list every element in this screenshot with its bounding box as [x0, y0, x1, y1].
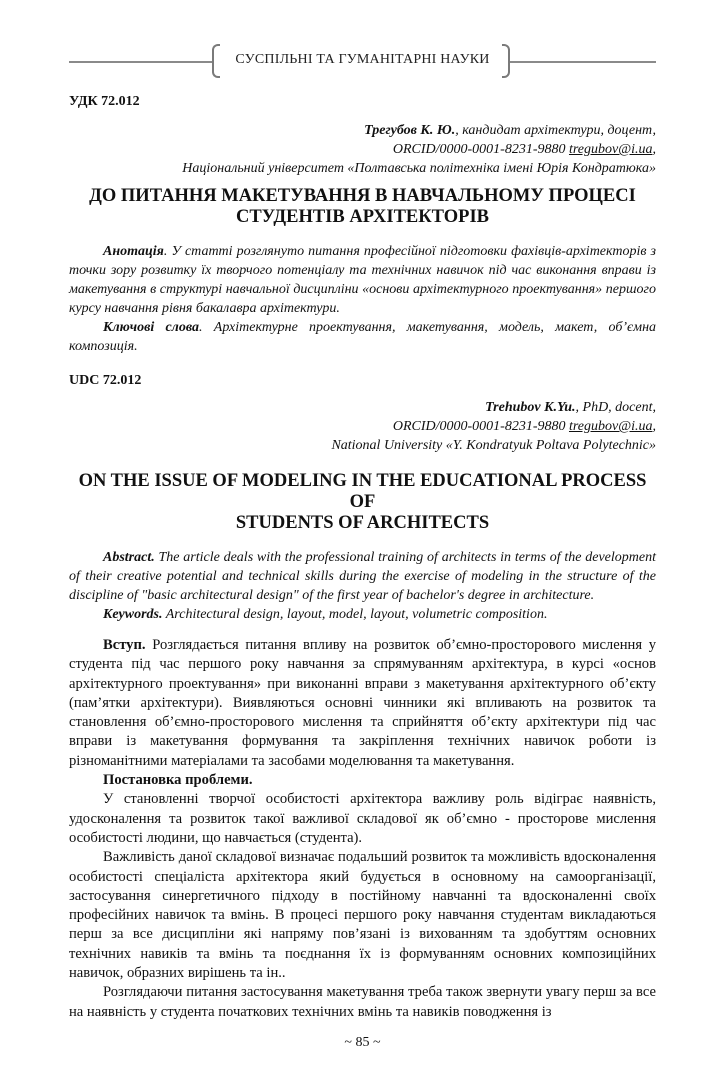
intro-label: Вступ.: [103, 637, 146, 653]
author-name-ua: Трегубов К. Ю.: [364, 123, 456, 138]
section-title: СУСПІЛЬНІ ТА ГУМАНІТАРНІ НАУКИ: [235, 52, 490, 67]
title-en-line1: ON THE ISSUE OF MODELING IN THE EDUCATIONAL PROCESS OF: [78, 471, 647, 512]
keywords-label-ua: Ключові слова: [103, 320, 200, 335]
abstract-text-en: The article deals with the professional training of architects in terms of the development of their creative potential and technical skills during the exercise of modeling in the structure of the discipline of "basic architectural design" of the first year of bachelor's degree in architecture.: [69, 550, 656, 603]
abstract-en: [69, 548, 656, 624]
author-block-en: [69, 398, 656, 455]
keywords-paragraph-ua: [69, 318, 656, 356]
article-title-ua: [69, 186, 656, 228]
author-credentials-en: , PhD, docent,: [575, 400, 656, 415]
running-header: [69, 44, 656, 82]
header-rule-right: [510, 61, 656, 63]
left-brace-icon: [212, 44, 220, 78]
keywords-text-ua: . Архітектурне проектування, макетування, модель, макет, об’ємна композиція.: [69, 320, 657, 354]
author-line-ua: [69, 121, 656, 140]
header-rule-left: [69, 61, 212, 63]
affiliation-en: National University «Y. Kondratyuk Poltava Polytechnic»: [331, 438, 656, 453]
intro-text: Розглядається питання впливу на розвиток об’ємно-просторового мислення у студента під час першого року навчання за спрямуванням архітектура, в курсі «основ архітектурного проектування» при виконанні вправи з макетування архітектурного об’єкту (пам’ятки архітектури). Виявляються основні чинники які впливають на розвиток та становлення об’ємно-просторового мислення та сприйняття об’єкту архітектури під час вправи із макетування формування та закріплення технічних навичок роботи із різноманітними матеріалами та засобами моделювання та макетування.: [69, 637, 656, 769]
author-line-en: [69, 398, 656, 417]
article-title-en: [69, 471, 656, 534]
intro-paragraph: [69, 636, 656, 771]
email-link-en[interactable]: tregubov@i.ua: [568, 419, 653, 434]
orcid-en: ORCID/0000-0001-8231-9880: [392, 419, 566, 434]
keywords-paragraph-en: [69, 605, 656, 624]
abstract-text-ua: . У статті розглянуто питання професійної підготовки фахівців-архітекторів з точки зору розвитку їх творчого потенціалу та технічних навичок під час виконання вправи із макетування в структурі навчальної дисципліни «основи архітектурного проектування» першого курсу навчання рівня бакалавра архітектури.: [69, 244, 656, 316]
keywords-label-en: Keywords.: [103, 607, 163, 622]
body-paragraph-2: Важливість даної складової визначає подальший розвиток та можливість вдосконалення особистості спеціаліста архітектора який будується в основному на самоорганізації, застосування синергетичного підходу в постійному навчанні та вдосконаленні своїх професійних навичок та вмінь. В процесі першого року навчання студентам викладаються перш за все дисципліни які напряму пов’язані із вихованням та здобуттям основних технічних навиків та вмінь та поєднання їх із формуванням основних композиційних навичок, образних вирішень та ін..: [69, 849, 656, 982]
udk-code: УДК 72.012: [69, 94, 140, 109]
body-paragraph-3: Розглядаючи питання застосування макетування треба також звернути увагу перш за все на наявність у студента початкових технічних вмінь та навиків поводження із: [69, 984, 656, 1020]
abstract-paragraph-en: [69, 548, 656, 605]
author-block-ua: [69, 121, 656, 178]
title-ua-line2: СТУДЕНТІВ АРХІТЕКТОРІВ: [235, 207, 490, 227]
orcid-line-en: [69, 417, 656, 436]
page-number: ~ 85 ~: [344, 1034, 381, 1050]
email-link-ua[interactable]: tregubov@i.ua: [568, 142, 653, 157]
email-suffix-ua: ,: [652, 142, 656, 157]
right-brace-icon: [502, 44, 510, 78]
author-credentials-ua: , кандидат архітектури, доцент,: [455, 123, 656, 138]
author-name-en: Trehubov K.Yu.: [485, 400, 576, 415]
abstract-label-en: Abstract.: [103, 550, 155, 565]
email-suffix-en: ,: [652, 419, 656, 434]
orcid-ua: ORCID/0000-0001-8231-9880: [392, 142, 566, 157]
article-body: [69, 636, 656, 1022]
orcid-line-ua: [69, 140, 656, 159]
title-ua-line1: ДО ПИТАННЯ МАКЕТУВАННЯ В НАВЧАЛЬНОМУ ПРОЦЕСІ: [89, 186, 636, 206]
abstract-paragraph-ua: [69, 242, 656, 318]
problem-heading: [69, 771, 656, 790]
affiliation-ua: Національний університет «Полтавська політехніка імені Юрія Кондратюка»: [182, 161, 656, 176]
body-paragraph-1: У становленні творчої особистості архітектора важливу роль відіграє наявність, удосконалення та розвиток такої важливої складової як об’ємно - просторове мислення особистості людини, що навчається (студента).: [69, 791, 656, 846]
abstract-label-ua: Анотація: [103, 244, 164, 259]
title-en-line2: STUDENTS OF ARCHITECTS: [235, 513, 490, 533]
problem-heading-text: Постановка проблеми.: [103, 772, 253, 789]
abstract-ua: [69, 242, 656, 356]
udc-code: UDC 72.012: [69, 373, 142, 388]
keywords-text-en: Architectural design, layout, model, layout, volumetric composition.: [162, 607, 548, 622]
